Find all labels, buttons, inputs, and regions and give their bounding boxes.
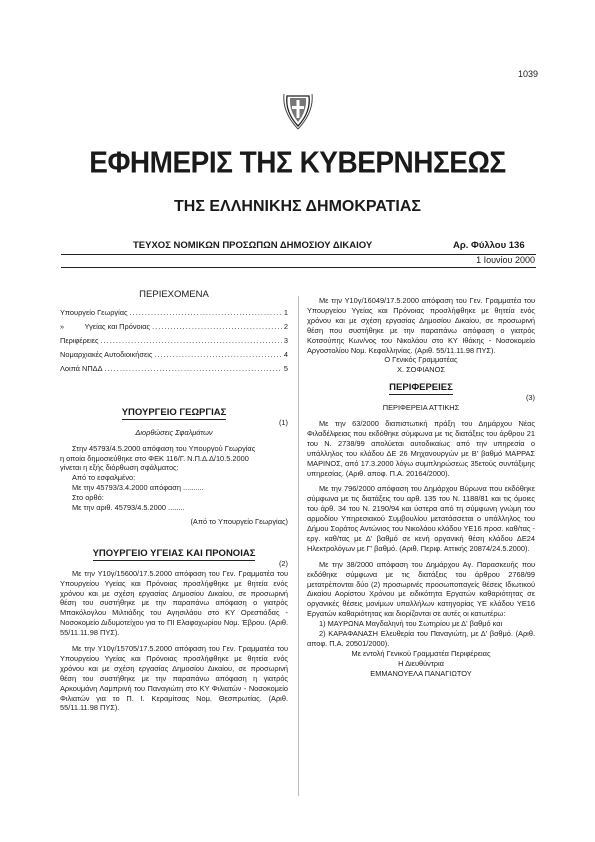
decision-paragraph: Με την 63/2000 διαπιστωτική πράξη του Δημάρχου Νέας Φιλαδέλφειας που εκδόθηκε σύμφωνα με τις διατάξεις του άρθρου 21 του Ν. 2738/99 απολύεται αυτοδικαίως από την υπηρεσία ο υπάλληλος του κλάδου ΔΕ 26 Μηχανουργών με Β' βαθμό ΜΑΡΡΑΣ ΜΑΡΙΝΟΣ, από 17.3.2000 λόγω συμπληρώσεως 35ετούς συντάξιμης υπηρεσίας. (Αριθ. αποφ. Π.Α. 20164/2000).: [307, 418, 535, 478]
toc-heading: ΠΕΡΙΕΧΟΜΕΝΑ: [139, 289, 209, 300]
column-divider: [298, 296, 299, 796]
decision-paragraph: Με την Υ10γ/15600/17.5.2000 απόφαση του Γεν. Γραμματέα του Υπουργείου Υγείας και Πρόνοιας προσλήφθηκε με θητεία ενός χρόνου και με σχέση εργασίας Δημοσίου Δικαίου, σε προσωρινή θέση του συστήθηκε με την παραπάνω απόφαση ο γιατρός Μπακόλογλου Μιλτιάδης του Αγησιλάου στο ΚΥ Ορεστιάδας - Νοσοκομείο Διδυμοτείχου για το ΠΙ Ελαφοχωρίου Νομ. Έβρου. (Αριθ. 55/11.11.98 ΠΥΣ).: [60, 568, 288, 638]
toc-item[interactable]: Περιφέρειες ..... 3: [60, 334, 288, 348]
closing-title: Με εντολή Γενικού Γραμματέα Περιφέρειας: [351, 648, 491, 658]
issue-series: ΤΕΥΧΟΣ ΝΟΜΙΚΩΝ ΠΡΟΣΩΠΩΝ ΔΗΜΟΣΙΟΥ ΔΙΚΑΙΟΥ: [133, 240, 373, 251]
section-number: (1): [278, 417, 288, 427]
right-column: [307, 296, 535, 679]
region-heading: ΠΕΡΙΦΕΡΕΙΑ ΑΤΤΙΚΗΣ: [382, 403, 460, 413]
decision-paragraph: Με την Υ10γ/16049/17.5.2000 απόφαση του Γεν. Γραμματέα του Υπουργείου Υγείας και Πρόνοιας προσλήφθηκε με θητεία ενός χρόνου και με σχέση εργασίας Δημοσίου Δικαίου, σε προσωρινή θέση που συστήθηκε με την παραπάνω απόφαση ο γιατρός Κοτσούπης Κων/νος του Νικολάου στο ΚΥ Ιθάκης - Νοσοκομείο Αργοστολίου Νομ. Κεφαλληνίας. (Αριθ. 55/11.11.98 ΠΥΣ).: [307, 296, 535, 355]
section-number: (2): [278, 558, 288, 568]
sheet-number: Αρ. Φύλλου 136: [453, 240, 525, 251]
appointee-item: 1) ΜΑΥΡΩΝΑ Μαγδαληνή του Σωτηρίου με Δ' βαθμό και: [319, 619, 503, 629]
toc-item[interactable]: Νομαρχιακές Αυτοδιοικήσεις ..... 4: [60, 348, 288, 362]
toc-list: [60, 306, 288, 376]
correction-line: Με την αριθ. 45793/4.5.2000 ........: [72, 503, 185, 513]
decision-paragraph: Με την 38/2000 απόφαση του Δημάρχου Αγ. Παρασκευής που εκδόθηκε σύμφωνα με τις διατάξεις του άρθρου 2768/99 μετατρέπονται δύο (2) προσωρινές προσωποπαγείς θέσεις Ιδιωτικού Δικαίου Αορίστου Χρόνου με ειδικότητα Εργατών καθαριότητας σε οργανικές θέσεις μονίμων υπαλλήλων κατηγορίας ΥΕ κλάδου ΥΕ16 Εργατών καθαριότητας και διορίζονται σε αυτές οι κατωτέρω:: [307, 559, 535, 619]
closing-role: Η Διευθύντρια: [398, 658, 444, 668]
section-number: (3): [525, 393, 535, 403]
gazette-title: ΕΦΗΜΕΡΙΣ ΤΗΣ ΚΥΒΕΡΝΗΣΕΩΣ: [89, 145, 506, 180]
section-title-health: ΥΠΟΥΡΓΕΙΟ ΥΓΕΙΑΣ ΚΑΙ ΠΡΟΝΟΙΑΣ: [92, 547, 256, 559]
signer-title: Ο Γενικός Γραμματέας: [384, 355, 458, 365]
closing-name: ΕΜΜΑΝΟΥΕΛΑ ΠΑΝΑΓΙΩΤΟΥ: [370, 668, 472, 678]
toc-item[interactable]: » Υγείας και Πρόνοιας ..... 2: [60, 320, 288, 334]
correction-line: Με την 45793/3.4.2000 απόφαση ..........: [72, 483, 204, 493]
correction-line: γίνεται η εξής διόρθωση σφάλματος:: [60, 463, 179, 473]
section-title-regions: ΠΕΡΙΦΕΡΕΙΕΣ: [389, 382, 453, 394]
toc-item[interactable]: Λοιπά ΝΠΔΔ ..... 5: [60, 362, 288, 376]
correction-line: η οποία δημοσιεύθηκε στο ΦΕΚ 116/Γ. Ν.Π.Δ.Δ/10.5.2000: [60, 453, 249, 463]
correction-line: Από το εσφαλμένο:: [72, 473, 136, 483]
toc-item[interactable]: Υπουργείο Γεωργίας ..... 1: [60, 306, 288, 320]
decision-paragraph: Με την 796/2000 απόφαση του Δημάρχου Βύρωνα που εκδόθηκε σύμφωνα με τις διατάξεις του αρθ. 135 του Ν. 1188/81 και τις όμοιες του άρθ. 34 του Ν. 2190/94 και ύστερα από τη σύμφωνη γνώμη του αρμοδίου Υπηρεσιακού Συμβουλίου μετατάσσεται ο υπάλληλος του Δήμου Σοράτος Αντώνιος του Νικολάου κλάδου ΥΕ16 προσ. καθ/τας - εργ. καθ/τας με Δ' βαθμό σε κενή οργανική θέση κλάδου ΔΕ24 Ηλεκτρολόγων με Γ' βαθμό. (Αριθ. Περιφ. Αττικής 20874/24.5.2000).: [307, 484, 535, 553]
correction-line: Στο ορθό:: [72, 493, 104, 503]
appointee-item: 2) ΚΑΡΑΦΑΝΑΣΗ Ελευθερία του Παναγιώτη, με Δ' βαθμό. (Αριθ. αποφ. Π.Α. 20501/2000).: [307, 629, 535, 648]
corrections-subheading: Διορθώσεις Σφαλμάτων: [135, 427, 213, 437]
correction-line: Στην 45793/4.5.2000 απόφαση του Υπουργού Γεωργίας: [72, 443, 256, 453]
gazette-subtitle: ΤΗΣ ΕΛΛΗΝΙΚΗΣ ΔΗΜΟΚΡΑΤΙΑΣ: [174, 198, 421, 215]
decision-paragraph: Με την Υ10γ/15705/17.5.2000 απόφαση του Γεν. Γραμματέα του Υπουργείου Υγείας και Πρόνοιας προσλήφθηκε με θητεία ενός χρόνου και με σχέση εργασίας Δημοσίου Δικαίου, σε προσωρινή θέση του συστήθηκε με την παραπάνω απόφαση η γιατρός Αρκουμάνη Λαμπρινή του Παναγιώτη στο ΚΥ Φιλιατών - Νοσοκομείο Φιλιατών για το Π. Ι. Κεραμίτσας Νομ. Θεσπρωτίας. (Αριθ. 55/11.11.98 ΠΥΣ).: [60, 644, 288, 713]
source-signature: (Από το Υπουργείο Γεωργίας): [190, 516, 288, 526]
signer-name: Χ. ΣΟΦΙΑΝΟΣ: [397, 365, 445, 375]
header-rule-lower: [61, 267, 536, 268]
header-rule: [61, 254, 536, 255]
issue-date: 1 Ιουνίου 2000: [476, 255, 535, 265]
greek-coat-of-arms: [281, 90, 315, 130]
page-number: 1039: [517, 69, 538, 79]
section-title-agriculture: ΥΠΟΥΡΓΕΙΟ ΓΕΩΡΓΙΑΣ: [121, 406, 227, 418]
left-column: [60, 290, 288, 713]
